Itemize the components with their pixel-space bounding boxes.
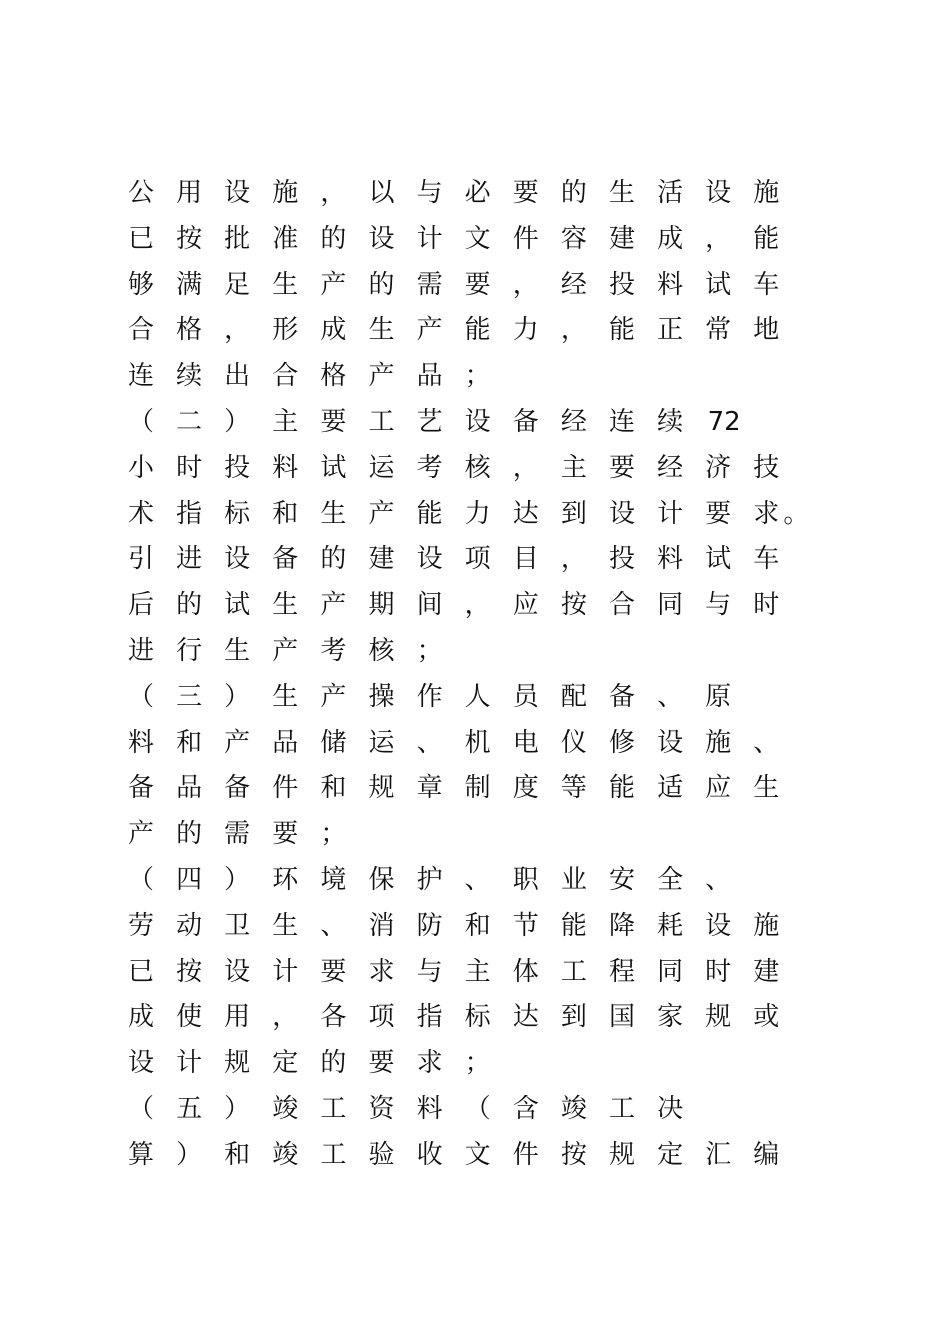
text-char: 足	[224, 269, 251, 300]
text-char: 连	[127, 361, 154, 392]
text-char: 要	[464, 269, 491, 300]
text-char: ，	[560, 315, 587, 346]
text-char: 料	[272, 452, 299, 483]
text-char: 成	[657, 223, 684, 254]
text-char: 文	[464, 1139, 491, 1170]
text-char: 要	[608, 452, 635, 483]
text-line	[0, 216, 950, 262]
text-char: 施	[753, 178, 780, 208]
text-char: 应	[705, 773, 732, 804]
text-line	[0, 1086, 950, 1132]
text-char: 储	[320, 727, 347, 758]
text-char: 、	[705, 865, 732, 895]
text-line	[0, 765, 950, 811]
text-char: 文	[464, 223, 491, 254]
text-char: 满	[176, 269, 203, 300]
text-line	[0, 582, 950, 628]
text-char: 成	[127, 1002, 154, 1033]
text-char: 程	[608, 956, 635, 987]
text-char: 产	[320, 269, 347, 300]
text-char: 消	[368, 910, 395, 941]
text-char: 备	[608, 681, 635, 712]
text-char: 试	[705, 544, 732, 575]
text-char: 机	[464, 727, 491, 758]
text-char: 产	[416, 315, 443, 346]
text-char: 应	[512, 590, 539, 621]
text-char: 求	[416, 1048, 443, 1079]
text-char: 使	[176, 1002, 203, 1033]
text-char: 定	[657, 1139, 684, 1170]
text-char: 连	[608, 407, 635, 437]
text-char: 、	[657, 681, 684, 712]
text-char: 算	[127, 1139, 154, 1170]
text-char: 规	[705, 1002, 732, 1033]
text-char: 家	[657, 1002, 684, 1033]
text-line	[0, 857, 950, 903]
text-char: 艺	[416, 407, 443, 437]
text-line	[0, 674, 950, 720]
text-char: 规	[608, 1139, 635, 1170]
text-char: 操	[368, 681, 395, 712]
text-char: 、	[416, 727, 443, 758]
text-char: 核	[464, 452, 491, 483]
text-char: 的	[320, 223, 347, 254]
text-char: 职	[512, 865, 539, 895]
text-char: 运	[368, 452, 395, 483]
text-char: 主	[464, 956, 491, 987]
text-char: ，	[272, 1002, 299, 1033]
text-char: 和	[176, 727, 203, 758]
text-char: 进	[127, 636, 154, 666]
text-char: 间	[416, 590, 443, 621]
text-char: 力	[512, 315, 539, 346]
text-char: 需	[224, 819, 251, 850]
text-char: 设	[705, 910, 732, 941]
text-char: 工	[608, 1094, 635, 1124]
text-char: 项	[368, 1002, 395, 1033]
text-char: 地	[753, 315, 780, 346]
text-char: 、	[464, 865, 491, 895]
text-line	[0, 307, 950, 353]
text-char: 投	[224, 452, 251, 483]
text-char: 技	[753, 452, 780, 483]
text-char: 试	[320, 452, 347, 483]
text-char: 生	[753, 773, 780, 804]
text-char: 生	[608, 178, 635, 208]
text-char: 产	[368, 498, 395, 529]
text-char: 、	[753, 727, 780, 758]
text-char: 劳	[127, 910, 154, 941]
text-char: 动	[176, 910, 203, 941]
text-char: ，	[705, 223, 732, 254]
text-char: 料	[657, 544, 684, 575]
text-char: 主	[272, 407, 299, 437]
text-char: 验	[368, 1139, 395, 1170]
text-char: 常	[705, 315, 732, 346]
text-char: 达	[512, 498, 539, 529]
text-char: 要	[512, 178, 539, 208]
text-line	[0, 811, 950, 857]
text-line	[0, 903, 950, 949]
text-char: ）	[224, 407, 251, 437]
text-char: 生	[272, 681, 299, 712]
text-char: 环	[272, 865, 299, 895]
text-char: 三	[176, 681, 203, 712]
text-char: 决	[657, 1094, 684, 1124]
text-char: 用	[176, 178, 203, 208]
text-char: 到	[560, 498, 587, 529]
text-char: 降	[608, 910, 635, 941]
text-char: 度	[512, 773, 539, 804]
text-char: 件	[272, 773, 299, 804]
text-char: 能	[464, 315, 491, 346]
text-char: 制	[464, 773, 491, 804]
text-char: （	[464, 1094, 491, 1124]
text-char: 投	[608, 269, 635, 300]
text-char: （	[127, 865, 154, 895]
text-char: 求	[753, 498, 780, 529]
text-char: 计	[416, 223, 443, 254]
text-char: 够	[127, 269, 154, 300]
text-char: 作	[416, 681, 443, 712]
text-char: 防	[416, 910, 443, 941]
text-char: （	[127, 407, 154, 437]
text-char: 后	[127, 590, 154, 621]
text-char: 车	[753, 269, 780, 300]
text-char: 计	[176, 1048, 203, 1079]
text-char: ；	[320, 819, 347, 850]
text-char: 生	[272, 590, 299, 621]
text-char: 考	[416, 452, 443, 483]
text-char: 建	[753, 956, 780, 987]
text-char: 合	[272, 361, 299, 392]
text-char: 计	[657, 498, 684, 529]
text-char: 人	[464, 681, 491, 712]
text-char: 规	[224, 1048, 251, 1079]
text-char: 规	[368, 773, 395, 804]
text-char: 设	[416, 544, 443, 575]
text-char: 产	[272, 636, 299, 666]
text-char: 正	[657, 315, 684, 346]
text-char: ，	[224, 315, 251, 346]
text-char: 标	[464, 1002, 491, 1033]
text-char: 施	[753, 910, 780, 941]
text-char: 生	[272, 269, 299, 300]
text-char: 72	[707, 407, 741, 437]
text-char: 主	[560, 452, 587, 483]
text-char: 计	[272, 956, 299, 987]
text-char: 试	[705, 269, 732, 300]
text-char: 核	[368, 636, 395, 666]
text-char: 员	[512, 681, 539, 712]
text-char: 章	[416, 773, 443, 804]
text-char: 引	[127, 544, 154, 575]
text-char: 的	[368, 269, 395, 300]
text-char: 按	[560, 1139, 587, 1170]
text-char: 产	[368, 361, 395, 392]
text-char: 经	[560, 407, 587, 437]
text-char: 的	[320, 1048, 347, 1079]
text-char: 小	[127, 452, 154, 483]
text-line	[0, 1040, 950, 1086]
text-char: 料	[127, 727, 154, 758]
text-char: 术	[127, 498, 154, 529]
text-char: 生	[272, 910, 299, 941]
text-char: 境	[320, 865, 347, 895]
text-char: 施	[705, 727, 732, 758]
text-line	[0, 949, 950, 995]
text-char: ）	[176, 1139, 203, 1170]
text-char: 必	[464, 178, 491, 208]
text-char: 和	[272, 498, 299, 529]
text-char: 工	[368, 407, 395, 437]
text-char: 卫	[224, 910, 251, 941]
text-char: 格	[320, 361, 347, 392]
text-char: 同	[657, 590, 684, 621]
text-char: 生	[224, 636, 251, 666]
text-char: 同	[657, 956, 684, 987]
text-char: 续	[176, 361, 203, 392]
text-char: ；	[416, 636, 443, 666]
text-char: 工	[560, 956, 587, 987]
text-char: 设	[368, 223, 395, 254]
text-char: 各	[320, 1002, 347, 1033]
text-char: 设	[224, 956, 251, 987]
text-char: 力	[464, 498, 491, 529]
text-char: 节	[512, 910, 539, 941]
text-char: 和	[320, 773, 347, 804]
text-char: 和	[224, 1139, 251, 1170]
text-line	[0, 720, 950, 766]
text-char: 指	[416, 1002, 443, 1033]
text-char: 产	[224, 727, 251, 758]
text-char: 设	[127, 1048, 154, 1079]
text-char: ）	[224, 865, 251, 895]
text-char: 容	[560, 223, 587, 254]
text-char: 指	[176, 498, 203, 529]
text-char: 件	[512, 223, 539, 254]
text-char: 五	[176, 1094, 203, 1124]
text-char: 设	[224, 178, 251, 208]
text-char: 配	[560, 681, 587, 712]
text-char: 到	[560, 1002, 587, 1033]
text-char: 与	[416, 956, 443, 987]
text-char: ）	[224, 681, 251, 712]
text-char: 产	[320, 590, 347, 621]
text-char: 的	[560, 178, 587, 208]
text-char: 品	[416, 361, 443, 392]
text-char: 收	[416, 1139, 443, 1170]
text-char: 目	[512, 544, 539, 575]
text-char: 用	[224, 1002, 251, 1033]
text-char: 生	[320, 498, 347, 529]
text-char: 进	[176, 544, 203, 575]
text-char: 要	[272, 819, 299, 850]
text-char: 备	[512, 407, 539, 437]
text-line	[0, 353, 950, 399]
text-char: 备	[224, 773, 251, 804]
text-char: 批	[224, 223, 251, 254]
text-char: 形	[272, 315, 299, 346]
text-char: 已	[127, 956, 154, 987]
text-char: 生	[368, 315, 395, 346]
text-char: 投	[608, 544, 635, 575]
text-char: 料	[657, 269, 684, 300]
text-char: 按	[176, 956, 203, 987]
text-char: 考	[320, 636, 347, 666]
text-char: ，	[512, 269, 539, 300]
text-char: 运	[368, 727, 395, 758]
text-char: ，	[320, 178, 347, 208]
text-char: 适	[657, 773, 684, 804]
text-char: 品	[176, 773, 203, 804]
text-char: 二	[176, 407, 203, 437]
text-char: ；	[464, 361, 491, 392]
text-char: 件	[512, 1139, 539, 1170]
text-char: 建	[608, 223, 635, 254]
text-char: 公	[127, 178, 154, 208]
text-char: 设	[608, 498, 635, 529]
text-char: ，	[464, 590, 491, 621]
text-char: 与	[416, 178, 443, 208]
text-char: ，	[560, 544, 587, 575]
text-line	[0, 491, 950, 537]
text-char: 经	[657, 452, 684, 483]
text-char: 资	[368, 1094, 395, 1124]
text-char: 需	[416, 269, 443, 300]
text-char: 达	[512, 1002, 539, 1033]
text-char: 要	[705, 498, 732, 529]
text-char: 保	[368, 865, 395, 895]
text-char: 能	[608, 773, 635, 804]
text-char: 项	[464, 544, 491, 575]
text-char: 耗	[657, 910, 684, 941]
text-char: 料	[416, 1094, 443, 1124]
text-line	[0, 170, 950, 216]
text-char: 体	[512, 956, 539, 987]
text-line	[0, 628, 950, 674]
text-char: 竣	[560, 1094, 587, 1124]
text-char: 编	[753, 1139, 780, 1170]
text-char: 备	[272, 544, 299, 575]
text-char: 电	[512, 727, 539, 758]
text-char: 格	[176, 315, 203, 346]
text-char: 设	[224, 544, 251, 575]
text-char: 或	[753, 1002, 780, 1033]
text-char: 设	[657, 727, 684, 758]
text-char: 产	[127, 819, 154, 850]
text-char: 要	[368, 1048, 395, 1079]
text-char: 期	[368, 590, 395, 621]
text-char: ；	[464, 1048, 491, 1079]
text-char: 时	[753, 590, 780, 621]
text-char: 定	[272, 1048, 299, 1079]
text-char: 护	[416, 865, 443, 895]
text-char: 备	[127, 773, 154, 804]
text-char: 工	[320, 1094, 347, 1124]
text-char: 设	[705, 178, 732, 208]
text-char: 竣	[272, 1094, 299, 1124]
text-char: 能	[753, 223, 780, 254]
text-char: 出	[224, 361, 251, 392]
text-char: 要	[320, 407, 347, 437]
text-char: 的	[320, 544, 347, 575]
text-char: 成	[320, 315, 347, 346]
text-char: 续	[657, 407, 684, 437]
text-char: 。	[783, 498, 810, 529]
text-char: 产	[320, 681, 347, 712]
text-line	[0, 1132, 950, 1178]
text-char: 能	[608, 315, 635, 346]
text-char: 和	[464, 910, 491, 941]
text-char: ，	[512, 452, 539, 483]
text-char: 行	[176, 636, 203, 666]
text-char: 能	[560, 910, 587, 941]
text-char: 国	[608, 1002, 635, 1033]
text-char: 试	[224, 590, 251, 621]
text-char: 原	[705, 681, 732, 712]
text-char: 仪	[560, 727, 587, 758]
text-char: 标	[224, 498, 251, 529]
text-char: 时	[705, 956, 732, 987]
text-line	[0, 399, 950, 445]
text-char: 准	[272, 223, 299, 254]
text-char: （	[127, 681, 154, 712]
text-char: 已	[127, 223, 154, 254]
text-line	[0, 445, 950, 491]
text-char: 业	[560, 865, 587, 895]
text-char: 要	[320, 956, 347, 987]
text-char: 的	[176, 819, 203, 850]
text-char: 汇	[705, 1139, 732, 1170]
text-char: 全	[657, 865, 684, 895]
text-char: 施	[272, 178, 299, 208]
text-char: 安	[608, 865, 635, 895]
text-char: 活	[657, 178, 684, 208]
text-char: 按	[560, 590, 587, 621]
text-char: 、	[320, 910, 347, 941]
text-char: 以	[368, 178, 395, 208]
text-char: 含	[512, 1094, 539, 1124]
text-char: 修	[608, 727, 635, 758]
text-char: 与	[705, 590, 732, 621]
text-char: 工	[320, 1139, 347, 1170]
text-char: 能	[416, 498, 443, 529]
text-char: （	[127, 1094, 154, 1124]
text-char: 济	[705, 452, 732, 483]
text-char: 按	[176, 223, 203, 254]
text-char: 设	[464, 407, 491, 437]
text-char: 等	[560, 773, 587, 804]
text-char: 时	[176, 452, 203, 483]
text-char: 品	[272, 727, 299, 758]
text-char: ）	[224, 1094, 251, 1124]
text-char: 四	[176, 865, 203, 895]
text-char: 的	[176, 590, 203, 621]
text-char: 求	[368, 956, 395, 987]
text-line	[0, 994, 950, 1040]
text-line	[0, 262, 950, 308]
text-char: 竣	[272, 1139, 299, 1170]
text-line	[0, 536, 950, 582]
text-char: 车	[753, 544, 780, 575]
text-char: 经	[560, 269, 587, 300]
text-char: 建	[368, 544, 395, 575]
text-char: 合	[608, 590, 635, 621]
text-char: 合	[127, 315, 154, 346]
